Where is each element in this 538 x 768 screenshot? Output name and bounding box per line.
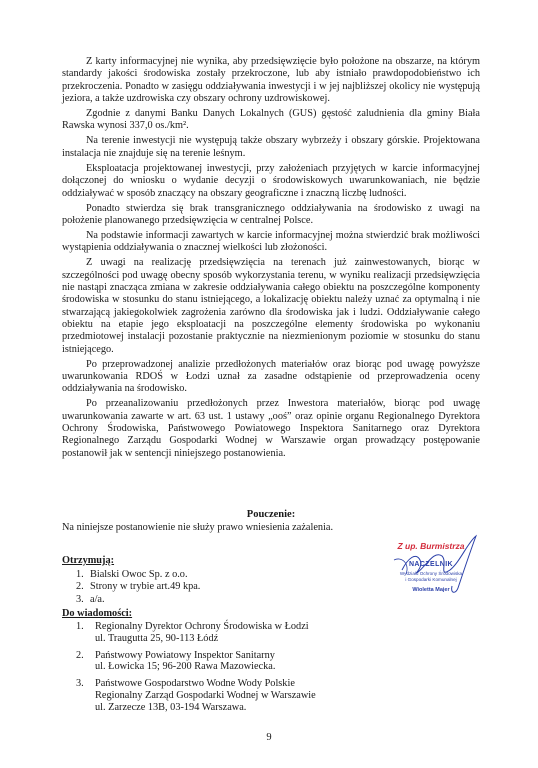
paragraph-coast-mountains: Na terenie inwestycji nie występują także obszary wybrzeży i obszary górskie. Projektowana instalacja nie znajduje się na terenie leśnym. xyxy=(62,135,480,159)
pouczenie-heading: Pouczenie: xyxy=(246,509,296,520)
paragraph-transboundary: Ponadto stwierdza się brak transgranicznego oddziaływania na środowisko z uwagi na położenie planowanego przedsięwzięcia w centralnej Polsce. xyxy=(62,202,480,226)
paragraph-impact-magnitude: Na podstawie informacji zawartych w karcie informacyjnej można stwierdzić brak możliwości wystąpienia oddziaływania o znacznej wielkości lub złożoności. xyxy=(62,229,480,254)
decision-justification xyxy=(62,56,480,463)
handwritten-signature xyxy=(372,530,492,600)
paragraph-population-density: Zgodnie z danymi Banku Danych Lokalnych (GUS) gęstość zaludnienia dla gminy Biała Rawska wynosi 337,0 os./km². xyxy=(62,108,480,132)
paragraph-location-analysis: Z uwagi na realizację przedsięwzięcia na terenach już zainwestowanych, biorąc w szczególności pod uwagę obecny sposób wykorzystania terenu, w wyniku realizacji przedsięwzięcia nie nastąpi znacząca zmiana w zakresie oddziaływania całego obiektu na poszczególne komponenty środowiska w stosunku do stanu istniejącego, a lokalizację obiektu należy uznać za optymalną i nie stwarzającą jakiegokolwiek zagrożenia zarówno dla środowiska jak i ludzi. Oddziaływanie całego obiektu na etapie jego eksploatacji na poszczególne elementy środowiska po wykonaniu przedmiotowej instalacji pozostanie praktycznie na niezmienionym poziomie w stosunku do stanu istniejącego. xyxy=(62,257,480,355)
paragraph-conclusion: Po przeanalizowaniu przedłożonych przez Inwestora materiałów, biorąc pod uwagę uwarunkowania zawarte w art. 63 ust. 1 ustawy „ooś” oraz opinie organu Regionalnego Dyrektora Ochrony Środowiska, Państwowego Powiatowego Inspektora Sanitarnego oraz Dyrektora Regionalnego Zarządu Gospodarki Wodnej w Warszawie organ prowadzący postępowanie postanowił jak w sentencji niniejszego postanowienia. xyxy=(62,398,480,459)
signature-stroke xyxy=(402,536,476,592)
list-item: 3. Państwowe Gospodarstwo Wodne Wody Polskie Regionalny Zarząd Gospodarki Wodnej w Warszawie ul. Zarzecze 13B, 03-194 Warszawa. xyxy=(76,678,316,713)
stamp-official-name: Wioletta Majer xyxy=(412,587,450,593)
list-item: 2. Strony w trybie art.49 kpa. xyxy=(76,581,201,593)
list-item: 1. Regionalny Dyrektor Ochrony Środowiska w Łodzi ul. Traugutta 25, 90-113 Łódź xyxy=(76,621,309,644)
page-number: 9 xyxy=(266,732,272,743)
stamp-department-2: i Gospodarki Komunalnej xyxy=(405,577,457,582)
stamp-department: Wydziału Ochrony Środowiska xyxy=(399,571,463,576)
paragraph-exploitation: Eksploatacja projektowanej inwestycji, przy założeniach przyjętych w karcie informacyjnej dołączonej do wniosku o wydanie decyzji o środowiskowych uwarunkowaniach, nie będzie oddziaływać w sposób znaczący na obszary geograficzne i znaczną liczbę ludności. xyxy=(62,162,480,199)
list-item: 3. a/a. xyxy=(76,593,105,605)
for-information-heading: Do wiadomości: xyxy=(62,608,133,619)
recipients-list xyxy=(62,569,312,606)
signature-flourish xyxy=(394,559,407,574)
list-item: 2. Państwowy Powiatowy Inspektor Sanitarny ul. Łowicka 15; 96-200 Rawa Mazowiecka. xyxy=(76,649,276,673)
paragraph-rdos-opinion: Po przeprowadzonej analizie przedłożonych materiałów oraz biorąc pod uwagę powyższe uwarunkowania RDOŚ w Łodzi uznał za zasadne odstąpienie od przeprowadzenia oceny oddziaływania na środowisko. xyxy=(62,358,480,395)
list-item: 1. Bialski Owoc Sp. z o.o. xyxy=(76,569,188,580)
pouczenie-text: Na niniejsze postanowienie nie służy prawo wniesienia zażalenia. xyxy=(62,522,334,533)
paragraph-information-card: Z karty informacyjnej nie wynika, aby przedsięwzięcie było położone na obszarze, na którym standardy jakości środowiska zostały przekroczone, lub aby istniało prawdopodobieństwo ich przekroczenia. Ponadto w zasięgu oddziaływania inwestycji i w jej najbliższej okolicy nie występują jeziora, a także uzdrowiska czy obszary ochrony uzdrowiskowej. xyxy=(62,56,480,105)
stamp-title: NACZELNIK xyxy=(408,561,454,568)
stamp-heading: Z up. Burmistrza xyxy=(397,541,465,551)
for-information-list xyxy=(62,621,362,719)
recipients-heading: Otrzymują: xyxy=(62,555,115,566)
